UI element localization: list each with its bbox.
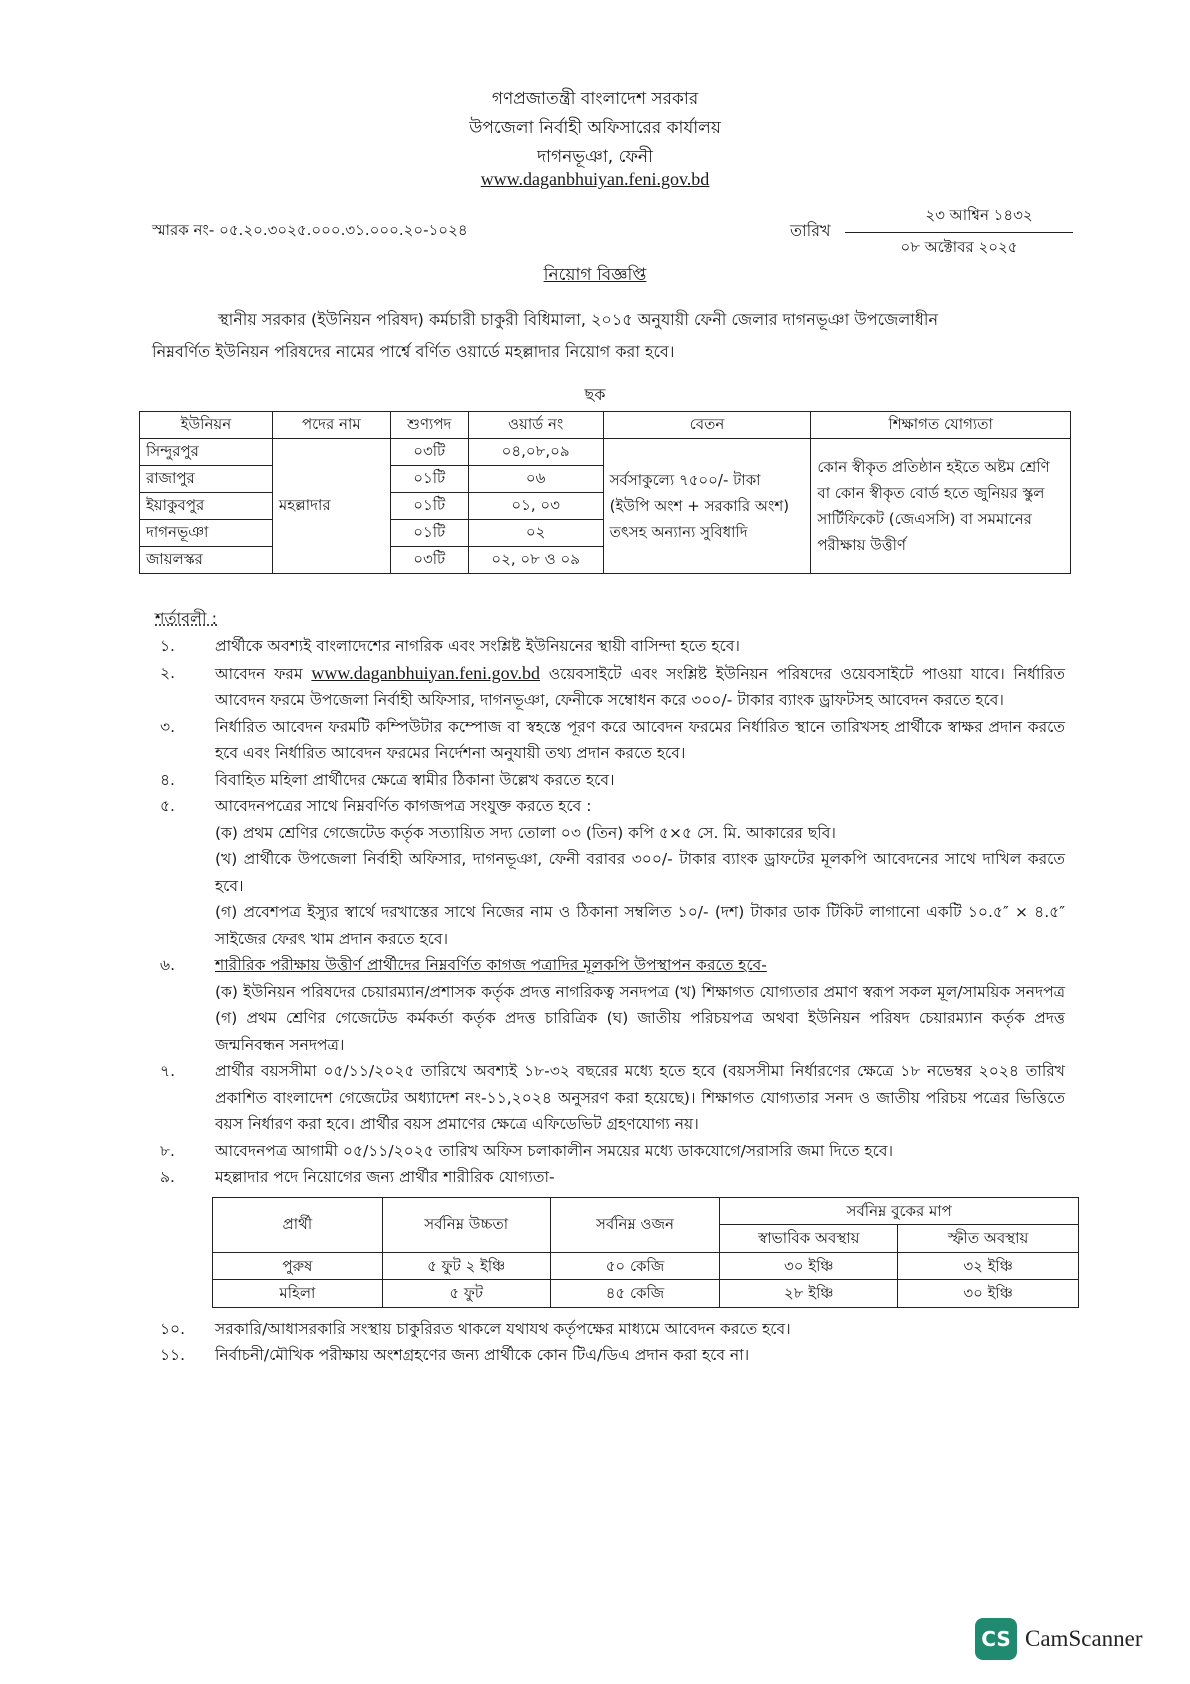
ward-cell: ০৪,০৮,০৯ xyxy=(468,439,603,466)
intro-line-2: নিম্নবর্ণিত ইউনিয়ন পরিষদের নামের পার্শ্বে বর্ণিত ওয়ার্ডে মহল্লাদার নিয়োগ করা হবে। xyxy=(152,342,675,361)
col-min-chest: সর্বনিম্ন বুকের মাপ xyxy=(720,1197,1079,1225)
union-cell: রাজাপুর xyxy=(140,466,273,493)
vacancy-table-header xyxy=(140,412,1071,439)
post-name-cell: মহল্লাদার xyxy=(272,439,390,574)
col-salary: বেতন xyxy=(603,412,811,439)
qualification-cell: কোন স্বীকৃত প্রতিষ্ঠান হইতে অষ্টম শ্রেণি বা কোন স্বীকৃত বোর্ড হতে জুনিয়র স্কুল সার্টিফিকেট (জেএসসি) বা সমমানের পরীক্ষায় উত্তীর্ণ xyxy=(811,439,1071,574)
office-title: উপজেলা নির্বাহী অফিসারের কার্যালয় xyxy=(469,118,721,138)
col-chest-normal: স্বাভাবিক অবস্থায় xyxy=(720,1225,898,1253)
vacancy-cell: ০১টি xyxy=(390,466,468,493)
col-ward: ওয়ার্ড নং xyxy=(468,412,603,439)
govt-title: গণপ্রজাতন্ত্রী বাংলাদেশ সরকার xyxy=(491,89,699,109)
col-qualification: শিক্ষাগত যোগ্যতা xyxy=(811,412,1071,439)
website-link[interactable]: www.daganbhuiyan.feni.gov.bd xyxy=(311,662,540,683)
union-cell: জায়লস্কর xyxy=(140,547,273,574)
notice-title: নিয়োগ বিজ্ঞপ্তি xyxy=(543,265,647,285)
physical-requirements-table xyxy=(212,1197,1079,1308)
term-item: ৭. প্রার্থীর বয়সসীমা ০৫/১১/২০২৫ তারিখে অবশ্যই ১৮-৩২ বছরের মধ্যে হতে হবে (বয়সসীমা নির্ধারণের ক্ষেত্রে ১৮ নভেম্বর ২০২৪ তারিখ প্রকাশিত বাংলাদেশ গেজেটের অধ্যাদেশ নং-১১,২০২৪ অনুসরণ করা হয়েছে)। শিক্ষাগত যোগ্যতার সনদ ও জাতীয় পরিচয় পত্রের ভিত্তিতে বয়স নির্ধারণ করা হবে। প্রার্থীর বয়স প্রমাণের ক্ষেত্রে এফিডেভিট গ্রহণযোগ্য নয়। xyxy=(160,1062,1065,1133)
col-candidate: প্রার্থী xyxy=(213,1197,383,1252)
memo-label: স্মারক নং- xyxy=(152,221,215,239)
term-item: ৮. আবেদনপত্র আগামী ০৫/১১/২০২৫ তারিখ অফিস চলাকালীন সময়ের মধ্যে ডাকযোগে/সরাসরি জমা দিতে হবে। xyxy=(160,1141,894,1160)
union-cell: দাগনভূঞা xyxy=(140,520,273,547)
vacancy-cell: ০৩টি xyxy=(390,547,468,574)
term-item: ৪. বিবাহিত মহিলা প্রার্থীদের ক্ষেত্রে স্বামীর ঠিকানা উল্লেখ করতে হবে। xyxy=(160,770,615,789)
intro-line-1: স্থানীয় সরকার (ইউনিয়ন পরিষদ) কর্মচারী চাকুরী বিধিমালা, ২০১৫ অনুযায়ী ফেনী জেলার দাগনভূঞা উপজেলাধীন xyxy=(218,310,939,329)
union-cell: ইয়াকুবপুর xyxy=(140,493,273,520)
col-post: পদের নাম xyxy=(272,412,390,439)
camscanner-text: CamScanner xyxy=(1025,1626,1143,1651)
date-block xyxy=(845,204,1073,261)
term-item: ৩. নির্ধারিত আবেদন ফরমটি কম্পিউটার কম্পোজ বা স্বহস্তে পূরণ করে আবেদন ফরমের নির্ধারিত স্থানে তারিখসহ প্রার্থীকে স্বাক্ষর প্রদান করতে হবে এবং নির্ধারিত আবেদন ফরমের নির্দেশনা অনুযায়ী তথ্য প্রদান করতে হবে। xyxy=(160,717,1065,762)
term-item: ১১. নির্বাচনী/মৌখিক পরীক্ষায় অংশগ্রহণের জন্য প্রার্থীকে কোন টিএ/ডিএ প্রদান করা হবে না। xyxy=(160,1346,750,1364)
col-min-weight: সর্বনিম্ন ওজন xyxy=(550,1197,720,1252)
term-item: ১. প্রার্থীকে অবশ্যই বাংলাদেশের নাগরিক এবং সংশ্লিষ্ট ইউনিয়নের স্থায়ী বাসিন্দা হতে হবে। xyxy=(160,637,740,655)
salary-cell: সর্বসাকুল্যে ৭৫০০/- টাকা (ইউপি অংশ + সরকারি অংশ) তৎসহ অন্যান্য সুবিধাদি xyxy=(603,439,811,574)
term-item: ৯. মহল্লাদার পদে নিয়োগের জন্য প্রার্থীর শারীরিক যোগ্যতা- xyxy=(160,1168,555,1186)
sub-item: (খ) প্রার্থীকে উপজেলা নির্বাহী অফিসার, দাগনভূঞা, ফেনী বরাবর ৩০০/- টাকার ব্যাংক ড্রাফটের মূলকপি আবেদনের সাথে দাখিল করতে হবে। xyxy=(215,850,1065,895)
memo-number xyxy=(152,219,468,244)
term-item: ২. আবেদন ফরম www.daganbhuiyan.feni.gov.bd ওয়েবসাইটে এবং সংশ্লিষ্ট ইউনিয়ন পরিষদের ওয়েবসাইটে পাওয়া যাবে। নির্ধারিত আবেদন ফরমে উপজেলা নির্বাহী অফিসার, দাগনভূঞা, ফেনীকে সম্বোধন করে ৩০০/- টাকার ব্যাংক ড্রাফটসহ আবেদন করতে হবে। xyxy=(160,662,1066,709)
office-location: দাগনভূঞা, ফেনী xyxy=(537,147,653,167)
ward-cell: ০২ xyxy=(468,520,603,547)
table-row xyxy=(140,439,1071,466)
camscanner-watermark xyxy=(975,1618,1143,1660)
union-cell: সিন্দুরপুর xyxy=(140,439,273,466)
vacancy-cell: ০১টি xyxy=(390,493,468,520)
term-item: ১০. সরকারি/আধাসরকারি সংস্থায় চাকুরিরত থাকলে যথাযথ কর্তৃপক্ষের মাধ্যমে আবেদন করতে হবে। xyxy=(160,1319,791,1338)
date-bangla: ২৩ আশ্বিন ১৪৩২ xyxy=(845,204,1073,233)
sub-item: (ক) প্রথম শ্রেণির গেজেটেড কর্তৃক সত্যায়িত সদ্য তোলা ০৩ (তিন) কপি ৫×৫ সে. মি. আকারের ছবি। xyxy=(215,823,836,842)
term-item: ৬. শারীরিক পরীক্ষায় উত্তীর্ণ প্রার্থীদের নিম্নবর্ণিত কাগজ পত্রাদির মূলকপি উপস্থাপন করতে হবে- (ক) ইউনিয়ন পরিষদের চেয়ারম্যান/প্রশাসক কর্তৃক প্রদত্ত নাগরিকত্ব সনদপত্র (খ) শিক্ষাগত যোগ্যতার প্রমাণ স্বরূপ সকল মূল/সাময়িক সনদপত্র (গ) প্রথম শ্রেণির গেজেটেড কর্মকর্তা কর্তৃক প্রদত্ত চারিত্রিক (ঘ) জাতীয় পরিচয়পত্র অথবা ইউনিয়ন পরিষদ চেয়ারম্যান কর্তৃক প্রদত্ত জন্মনিবন্ধন সনদপত্র। xyxy=(160,956,1065,1054)
header-website xyxy=(0,169,1190,190)
vacancy-table xyxy=(139,411,1071,574)
table-row: পুরুষ ৫ ফুট ২ ইঞ্চি ৫০ কেজি ৩০ ইঞ্চি ৩২ ইঞ্চি xyxy=(213,1252,1079,1280)
terms-heading: শর্তাবলী : xyxy=(155,609,217,628)
date-label: তারিখ xyxy=(790,221,831,240)
col-chest-expanded: স্ফীত অবস্থায় xyxy=(898,1225,1079,1253)
vacancy-cell: ০৩টি xyxy=(390,439,468,466)
intro-paragraph xyxy=(152,304,1052,368)
table-caption: ছক xyxy=(584,385,606,404)
ward-cell: ০৬ xyxy=(468,466,603,493)
col-min-height: সর্বনিম্ন উচ্চতা xyxy=(382,1197,550,1252)
camscanner-logo-icon: CS xyxy=(975,1618,1017,1660)
col-vacancy: শুণ্যপদ xyxy=(390,412,468,439)
vacancy-cell: ০১টি xyxy=(390,520,468,547)
terms-list xyxy=(160,633,1065,1369)
ward-cell: ০১, ০৩ xyxy=(468,493,603,520)
memo-value: ০৫.২০.৩০২৫.০০০.৩১.০০০.২০-১০২৪ xyxy=(219,221,468,239)
sub-item: (গ) প্রবেশপত্র ইস্যুর স্বার্থে দরখাস্তের সাথে নিজের নাম ও ঠিকানা সম্বলিত ১০/- (দশ) টাকার ডাক টিকিট লাগানো একটি ১০.৫″ × ৪.৫″ সাইজের ফেরৎ খাম প্রদান করতে হবে। xyxy=(215,903,1065,948)
date-gregorian: ০৮ অক্টোবর ২০২৫ xyxy=(900,238,1018,256)
ward-cell: ০২, ০৮ ও ০৯ xyxy=(468,547,603,574)
term-item: ৫. আবেদনপত্রের সাথে নিম্নবর্ণিত কাগজপত্র সংযুক্ত করতে হবে : (ক) প্রথম শ্রেণির গেজেটেড কর্তৃক সত্যায়িত সদ্য তোলা ০৩ (তিন) কপি ৫×৫ সে. মি. আকারের ছবি। (খ) প্রার্থীকে উপজেলা নির্বাহী অফিসার, দাগনভূঞা, ফেনী বরাবর ৩০০/- টাকার ব্যাংক ড্রাফটের মূলকপি আবেদনের সাথে দাখিল করতে হবে। (গ) প্রবেশপত্র ইস্যুর স্বার্থে দরখাস্তের সাথে নিজের নাম ও ঠিকানা সম্বলিত ১০/- (দশ) টাকার ডাক টিকিট লাগানো একটি ১০.৫″ × ৪.৫″ সাইজের ফেরৎ খাম প্রদান করতে হবে। xyxy=(160,793,1065,952)
table-row: মহিলা ৫ ফুট ৪৫ কেজি ২৮ ইঞ্চি ৩০ ইঞ্চি xyxy=(213,1280,1079,1308)
website-link[interactable]: www.daganbhuiyan.feni.gov.bd xyxy=(480,169,710,189)
col-union: ইউনিয়ন xyxy=(140,412,273,439)
